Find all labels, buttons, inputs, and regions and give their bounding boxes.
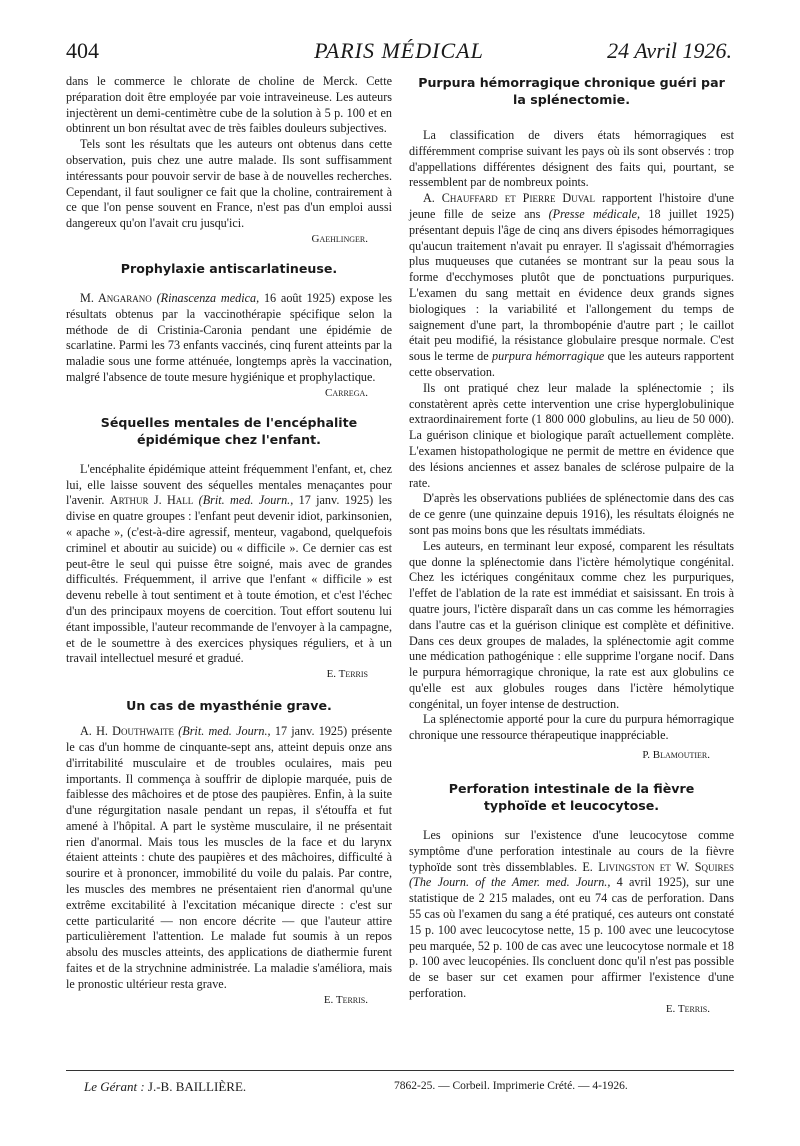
body-text: L'encéphalite épidémique atteint fréquemment l'enfant, et, chez lui, elle laisse souvent des séquelles mentales menaçantes pour l'avenir. [66, 461, 392, 508]
body-text: 17 janv. 1925) présente le cas d'un homme de cinquante-sept ans, atteint depuis onze ans d'irritabilité musculaire et de troubles oculaires, mais peu importants. Il commença à souffrir de diplopie marquée, puis de faiblesse des mâchoires et de ptose des paupières. Enfin, à la suite d'une régurgitation nasale pendant un repas, il s'étouffa et fut amené à l'hôpital. A part le système musculaire, il ne présentait rien d'anormal. Mais tous les muscles de la face et du larynx étaient atteints : chute des paupières et des mâchoires, difficulté à sourire et à prononcer, immobilité du voile du palais. Par contre, les muscles des membres ne présentaient rien d'anormal qu'une extrême excitabilité à l'excitation mécanique directe : c'est sur cette particularité — non encore décrite — que l'auteur attire particulièrement l'attention. Le malade fut soumis à un repos absolu des muscles atteints, des applications de diathermie furent faites et de la strychnine administrée. La maladie s'améliora, mais le pronostic ultérieur resta grave. [66, 724, 393, 991]
body-text: rapportent l'histoire d'une jeune fille de seize ans [409, 191, 735, 221]
paragraph [66, 291, 392, 386]
paragraph [409, 191, 734, 381]
author: M. Angarano [80, 290, 152, 305]
reference: (Brit. med. Journ., [198, 493, 294, 508]
signature: E. Terris. [665, 1002, 710, 1015]
paragraph: Ils ont pratiqué chez leur malade la splénectomie ; ils constatèrent après cette intervention une crise hyperglobulinique extraordinairement forte (1 800 000 globulins, au lieu de 50 000). La guérison clinique et biologique paraît actuellement complète. L'examen histopathologique ne permit de mettre en évidence que des lésions anciennes et assez banales de sclérose pulpaire de la rate. [409, 380, 734, 490]
reference-date: 16 août 1925) [263, 290, 336, 305]
sequelles-article [66, 414, 392, 681]
paragraph: Les auteurs, en terminant leur exposé, comparent les résultats que donne la splénectomie dans l'ictère hémolytique congénital. Chez les ictériques congénitaux comme chez les purpuriques, l'effet de l'ablation de la rate est immédiat et saisissant. En trois à quatre jours, l'ictère disparaît dans un cas comme les hémorragies dans l'autre cas et la guérison clinique est complète et définitive. Dans ces deux groupes de malades, la splénectomie agit comme une médication pathogénique : elle supprime l'organe nocif. Dans le purpura hémorragique chronique, la rate est aux globulins ce qu'elle est aux globules rouges dans l'ictère hémolytique congénital, un foyer intense de destruction. [409, 538, 734, 711]
article-title: Purpura hémorragique chronique guéri par la splénectomie. [418, 75, 725, 107]
article-title: Séquelles mentales de l'encéphalite épidémique chez l'enfant. [100, 414, 358, 447]
body-text: 17 janv. 1925) les divise en quatre groupes : l'enfant peut devenir idiot, parkinsonien, « apache », (c'est-à-dire agressif, menteur, vagabond, quelquefois criminel et aboutir au suicide) ou « difficile ». Ce dernier cas est peut-être le seul qui puisse être soigné, mais avec de grandes difficultés. Fréquemment, il arrive que l'enfant « difficile » est devenu rebelle à tout sentiment et à toute émotion, et c'est l'échec d'un des principaux moyens de coercition. Tout effort soutenu lui étant impossible, l'auteur recommande de l'envoyer à la campagne, et de le soumettre à des exercices physiques réguliers, et à un travail intellectuel mesuré et gradué. [66, 493, 393, 666]
body-text: expose les résultats obtenus par la vaccinothérapie spécifique selon la méthode de di Cristinia-Caronia pendant une épidémie de scarlatine. Parmi les 73 enfants vaccinés, cinq furent atteints par la maladie sous une forme atténuée, longtemps après la vaccination, malgré l'absence de toute mesure hygiénique et prophylactique. [66, 290, 393, 384]
journal-title: PARIS MÉDICAL [314, 38, 484, 63]
manager-credit [84, 1079, 246, 1095]
paragraph: dans le commerce le chlorate de choline de Merck. Cette préparation doit être employée par voie intraveineuse. Les auteurs injectèrent un demi-centimètre cube de la solution à 5 p. 100 et en obtinrent un bon résultat avec de très faibles douleurs subjectives. [66, 74, 392, 136]
paragraph: Tels sont les résultats que les auteurs ont obtenus dans cette observation, puis chez une autre malade. Ils sont suffisamment intéressants pour pouvoir servir de base à de nouvelles recherches. Cependant, il faut souligner ce fait que la choline, contrairement à ce que l'on pense souvent en France, n'est pas d'un emploi aussi dangereux qu'on l'avait cru jusqu'ici. [66, 137, 392, 231]
myasthenie-article [66, 697, 392, 1007]
reference: (The Journ. of the Amer. med. Journ., [409, 875, 611, 890]
manager-label: Le Gérant : [84, 1079, 145, 1094]
body-text: Les opinions sur l'existence d'une leucocytose comme symptôme d'une perforation intestinale au cours de la fièvre typhoïde sont très dissemblables. [409, 828, 734, 874]
body-text: 18 juillet 1925) présentant depuis l'âge de cinq ans divers épisodes hémorragiques qu'aucun traitement n'avait pu enrayer. Il s'agissait d'hémorragies plus muqueuses que cutanées se montrant sur la peau sous la forme d'ecchymoses plutôt que de ponctuations purpuriques. L'examen du sang mettait en évidence deux grands signes biologiques : la variabilité et l'allongement du temps de saignement d'une part, la thrombopénie d'autre part ; le caillot était peu modifié, la résistance globulaire presque normale. C'est sous le terme de [409, 206, 734, 364]
author: A. Chauffard et Pierre Duval [423, 191, 596, 206]
choline-article [66, 74, 392, 246]
article-title: Un cas de myasthénie grave. [126, 698, 332, 714]
signature: Gaehlinger. [311, 232, 368, 245]
signature: Carrega. [325, 386, 368, 399]
signature: E. Terris. [323, 993, 368, 1006]
body-text: 4 avril 1925), sur une statistique de 2 215 malades, ont eu 74 cas de perforation. Dans 55 cas où l'examen du sang a été pratiqué, ces auteurs ont constaté 15 p. 100 avec leucocytose nette, 15 p. 100 avec une leucocytose peu marquée, 52 p. 100 de cas avec une leucocytose normale et 18 p. 100 avec leucopénies. Ils concluent donc qu'il n'est pas possible de se baser sur cet examen pour affirmer l'existence d'une perforation. [409, 875, 735, 1001]
issue-date: 24 Avril 1926. [607, 38, 732, 63]
author: A. H. Douthwaite [80, 724, 174, 739]
page-header [66, 38, 732, 70]
reference: (Rinascenza medica, [156, 290, 260, 305]
page-footer [66, 1070, 734, 1094]
body-text: que les auteurs rapportent cette observation. [409, 349, 735, 379]
paragraph [66, 462, 392, 667]
signature: E. Terris [326, 668, 368, 681]
left-column [66, 74, 392, 1009]
perforation-article [409, 780, 734, 1016]
reference: (Presse médicale, [548, 206, 641, 221]
paragraph: La splénectomie apporté pour la cure du purpura hémorragique chronique une ressource thérapeutique inappréciable. [409, 712, 734, 743]
paragraph [66, 724, 392, 993]
paragraph: D'après les observations publiées de splénectomie dans des cas de ce genre (une quinzaine depuis 1916), les résultats éloignés ne sont pas moins bons que les résultats immédiats. [409, 491, 734, 537]
right-column [409, 74, 734, 1018]
author: Arthur J. Hall [109, 493, 194, 508]
paragraph [409, 828, 734, 1002]
article-title: Prophylaxie antiscarlatineuse. [120, 260, 338, 276]
page-number: 404 [66, 38, 99, 63]
signature: P. Blamoutier. [642, 749, 710, 762]
article-title: Perforation intestinale de la fièvre typhoïde et leucocytose. [448, 781, 695, 814]
prophylaxie-article [66, 260, 392, 400]
manager-name: J.-B. BAILLIÈRE. [147, 1079, 247, 1094]
reference: (Brit. med. Journ., [178, 724, 271, 739]
paragraph: La classification de divers états hémorragiques est différemment comprise suivant les pays où ils sont observés : trop d'appellations différentes désignent des faits qui, pourtant, se ressemblent par de nombreux points. [409, 128, 734, 190]
author: E. Livingston et W. Squires [582, 859, 734, 874]
purpura-article [409, 74, 734, 762]
printer-line: 7862-25. — Corbeil. Imprimerie Crété. — 4-1926. [394, 1080, 628, 1092]
term: purpura hémorragique [492, 349, 605, 364]
